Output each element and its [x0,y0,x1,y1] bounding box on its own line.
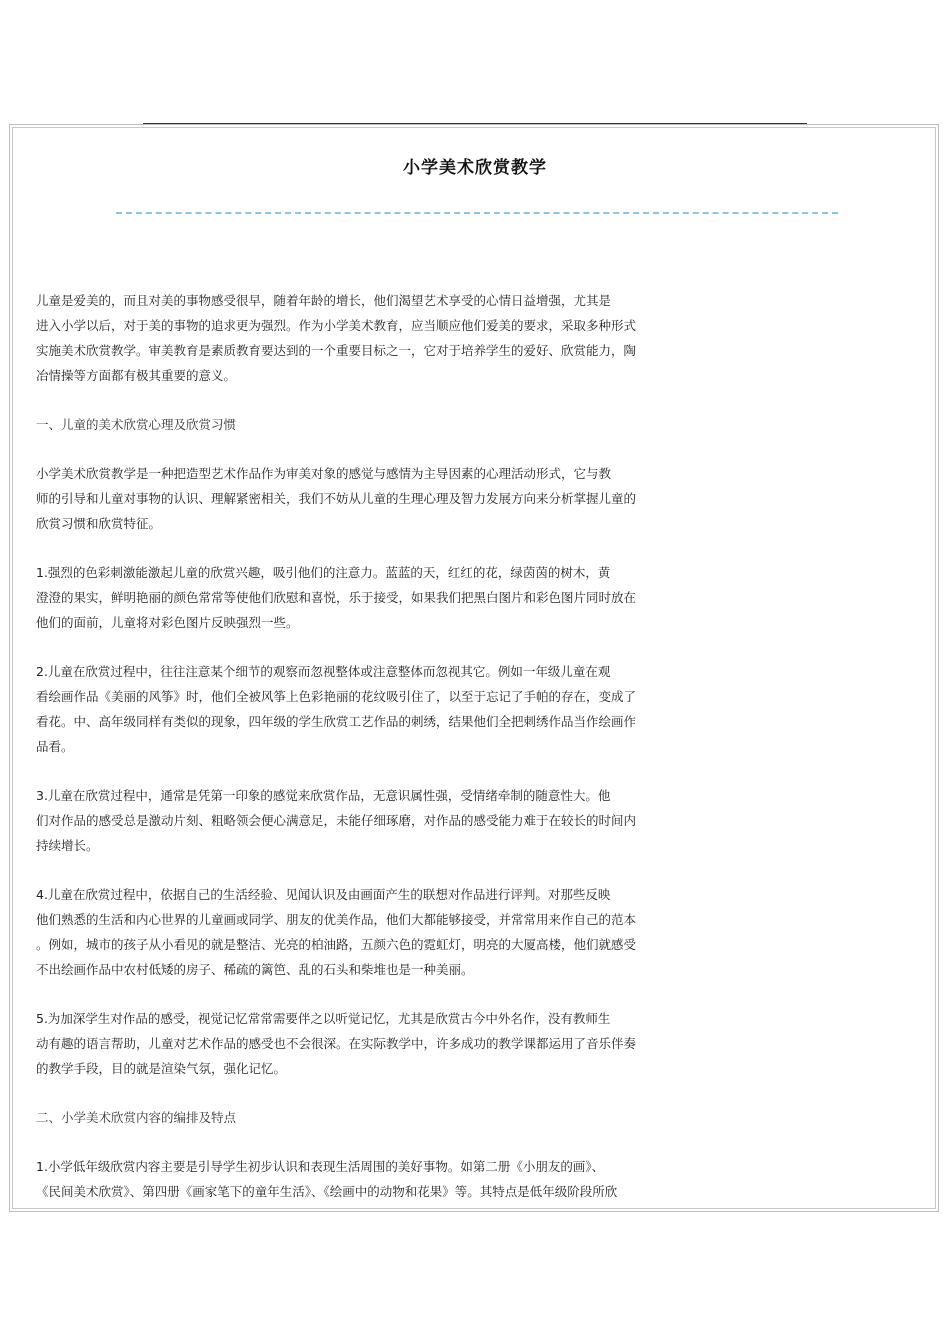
document-title: 小学美术欣赏教学 [403,158,547,178]
paragraph-point-3: 3.儿童在欣赏过程中，通常是凭第一印象的感觉来欣赏作品，无意识属性强，受情绪牵制的随意性大。他 们对作品的感受总是激动片刻、粗略领会便心满意足，未能仔细琢磨，对作品的感受能力难于在较长的时间内 持续增长。 [36,788,637,853]
paragraph-point-5: 5.为加深学生对作品的感受，视觉记忆常常需要伴之以听觉记忆，尤其是欣赏古今中外名作，没有教师生 动有趣的语言帮助，儿童对艺术作品的感受也不会很深。在实际教学中，许多成功的教学课都运用了音乐伴奏 的教学手段，目的就是渲染气氛，强化记忆。 [36,1011,637,1076]
section-heading-2: 二、小学美术欣赏内容的编排及特点 [36,1110,237,1125]
paragraph-intro: 儿童是爱美的，而且对美的事物感受很早，随着年龄的增长，他们渴望艺术享受的心情日益增强，尤其是 进入小学以后，对于美的事物的追求更为强烈。作为小学美术教育，应当顺应他们爱美的要求，采取多种形式 实施美术欣赏教学。审美教育是素质教育要达到的一个重要目标之一，它对于培养学生的爱好、欣赏能力，陶 冶情操等方面都有极其重要的意义。 [36,293,637,383]
paragraph-section2-point-1: 1.小学低年级欣赏内容主要是引导学生初步认识和表现生活周围的美好事物。如第二册《小朋友的画》、 《民间美术欣赏》、第四册《画家笔下的童年生活》、《绘画中的动物和花果》等。其特点是低年级阶段所欣 [36,1159,618,1199]
paragraph-point-1: 1.强烈的色彩刺激能激起儿童的欣赏兴趣，吸引他们的注意力。蓝蓝的天，红红的花，绿茵茵的树木，黄 澄澄的果实，鲜明艳丽的颜色常常等使他们欣慰和喜悦，乐于接受，如果我们把黑白图片和彩色图片同时放在 他们的面前，儿童将对彩色图片反映强烈一些。 [36,565,637,630]
title-divider [116,212,838,214]
document-body [36,288,726,1212]
paragraph-section1-intro: 小学美术欣赏教学是一种把造型艺术作品作为审美对象的感觉与感情为主导因素的心理活动形式，它与教 师的引导和儿童对事物的认识、理解紧密相关，我们不妨从儿童的生理心理及智力发展方向来分析掌握儿童的 欣赏习惯和欣赏特征。 [36,466,637,531]
paragraph-point-4: 4.儿童在欣赏过程中，依据自己的生活经验、见闻认识及由画面产生的联想对作品进行评判。对那些反映 他们熟悉的生活和内心世界的儿童画或同学、朋友的优美作品，他们大都能够接受，并常常用来作自己的范本 。例如，城市的孩子从小看见的就是整洁、光亮的柏油路，五颜六色的霓虹灯，明亮的大厦高楼，他们就感受 不出绘画作品中农村低矮的房子、稀疏的篱笆、乱的石头和柴堆也是一种美丽。 [36,887,637,977]
paragraph-point-2: 2.儿童在欣赏过程中，往往注意某个细节的观察而忽视整体或注意整体而忽视其它。例如一年级儿童在观 看绘画作品《美丽的风筝》时，他们全被风筝上色彩艳丽的花纹吸引住了，以至于忘记了手帕的存在，变成了 看花。中、高年级同样有类似的现象，四年级的学生欣赏工艺作品的刺绣，结果他们全把刺绣作品当作绘画作 品看。 [36,664,637,754]
section-heading-1: 一、儿童的美术欣赏心理及欣赏习惯 [36,417,237,432]
document-frame [9,124,939,1212]
